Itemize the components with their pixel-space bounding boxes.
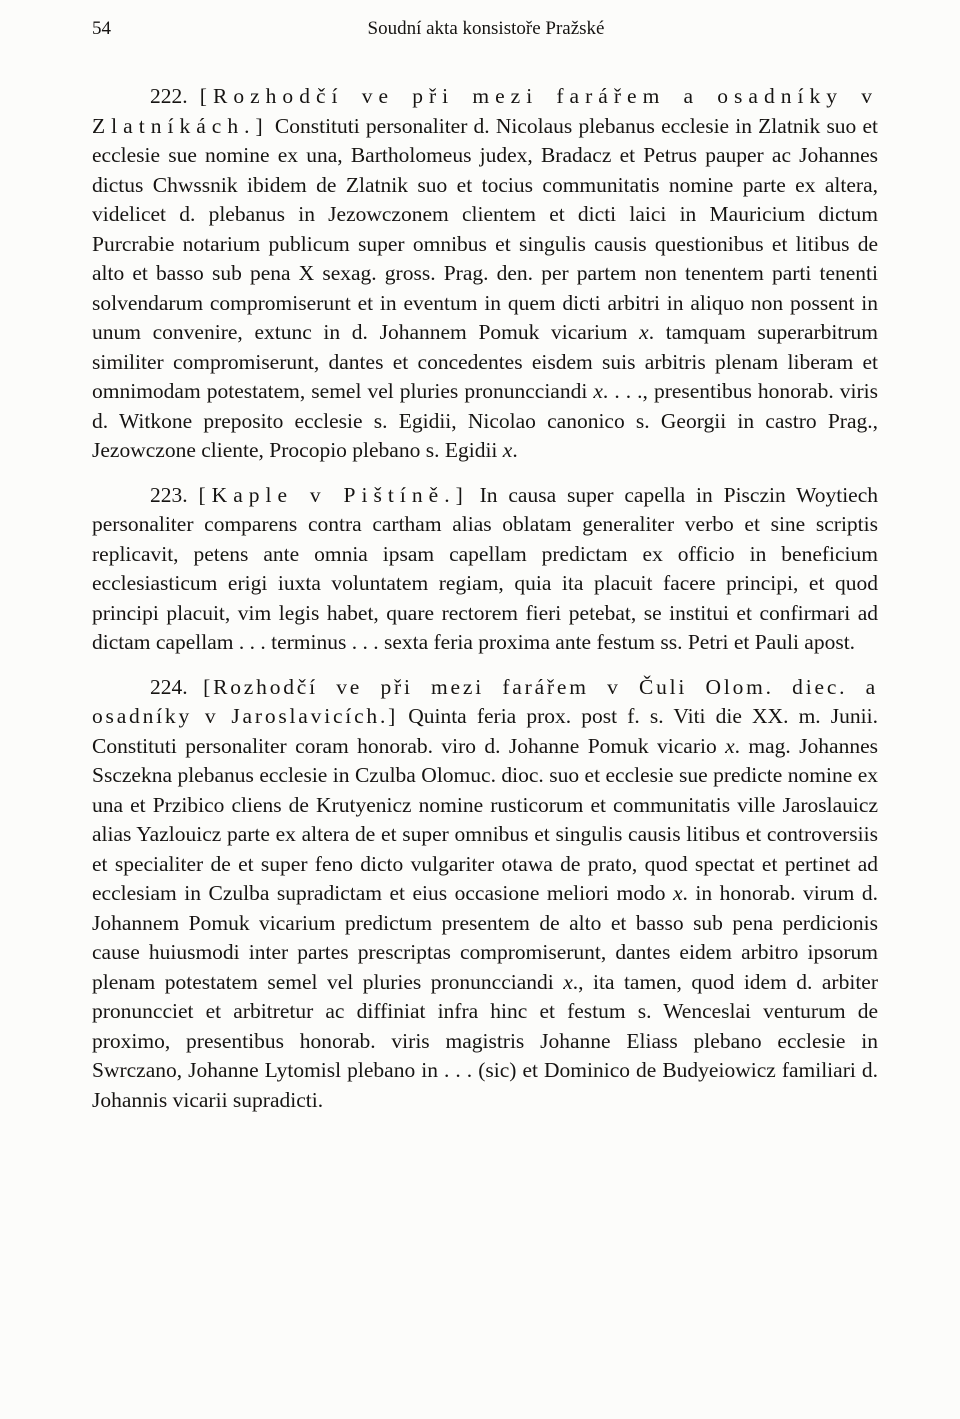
text-segment: [Kaple v Pištíně.] [198, 482, 469, 507]
text-segment: [Rozhodčí ve při mezi farářem v Čuli Olom. diec. a osadníky v Jaroslavicích.] [92, 674, 878, 728]
text-segment: [Rozhodčí ve při mezi farářem a osadníky v Zlatníkách.] [92, 84, 878, 138]
text-segment: . [512, 438, 518, 462]
text-segment: x [639, 320, 649, 344]
text-segment: . . . ., presentibus honorab. viris d. Witkone preposito ecclesie s. Egidii, Nicolao canonico s. Georgii in castro Prag., Jezowczone cliente, Procopio plebano s. Egidii [92, 379, 878, 462]
running-title: Soudní akta konsistoře Pražské [367, 18, 605, 39]
text-segment: x [593, 379, 603, 403]
text-segment: x [502, 438, 513, 462]
page-number: 54 [92, 18, 111, 39]
entry-224 [92, 673, 878, 1116]
text-segment: x [673, 881, 683, 905]
text-block [92, 82, 878, 1115]
text-segment: x [563, 969, 573, 994]
text-segment: Constituti personaliter d. Nicolaus plebanus ecclesie in Zlatnik suo et ecclesie sue nomine ex una, Bartholomeus judex, Bradacz et Petrus pauper ac Johannes dictus Chwssnik ibidem de Zlatnik suo et tocius communitatis nomine parte ex altera, videlicet d. plebanus in Jezowczonem clientem et dicti laici in Mauricium dictum Purcrabie notarium publicum super omnibus et singulis causis questionibus et litibus de alto et basso sub pena X sexag. gross. Prag. den. per partem non tenentem parti tenenti solvendarum compromiserunt et in eventum in quem dicti arbitri in aliquo non possent in unum convenire, extunc in d. Johannem Pomuk vicarium [92, 113, 878, 344]
text-segment: x [725, 733, 735, 758]
text-segment: . tamquam superarbitrum similiter compromiserunt, dantes et concedentes eisdem suis arbitris plenam liberam et omnimodam potestatem, semel vel pluries pronuncciandi [92, 320, 879, 403]
text-segment: In causa super capella in Pisczin Woytiech personaliter comparens contra cartham alias oblatam generaliter verbo et sine scriptis replicavit, petens ante omnia ipsam capellam predictam ex officio in beneficium ecclesiasticum erigi iuxta voluntatem regiam, quia ita placuit facere principi, et quod principi placuit, vim legis habet, quare rectorem fieri petebat, se institui et confirmari ad dictam capellam . . . terminus . . . sexta feria proxima ante festum ss. Petri et Pauli apost. [92, 482, 879, 654]
text-segment: Quinta feria prox. post f. s. Viti die XX. m. Junii. Constituti personaliter coram honorab. viro d. Johanne Pomuk vicario [92, 704, 878, 758]
text-segment: 222. [150, 84, 200, 108]
text-segment: 223. [150, 482, 199, 507]
entry-223 [92, 481, 878, 658]
text-segment: . in honorab. virum d. Johannem Pomuk vicarium predictum presentem de alto et basso sub pena perdicionis cause huiusmodi inter partes prescriptas compromiserunt, dantes eidem arbitro ipsorum plenam potestatem semel vel pluries pronuncciandi [92, 881, 878, 994]
text-segment: . mag. Johannes Ssczekna plebanus ecclesie in Czulba Olomuc. dioc. suo et ecclesie sue predicte nomine ex una et Przibico cliens de Krutyenicz nomine rusticorum et communitatis ville Jaroslauicz alias Yazlouicz parte ex altera de et super omnibus et singulis causis litibus et controversiis et specialiter de et super feno dicto vulgariter otawa de prato, quod spectat et pertinet ad ecclesiam in Czulba supradictam et eius occasione meliori modo [92, 733, 878, 905]
text-segment: ., ita tamen, quod idem d. arbiter pronuncciet et arbitretur ac diffiniat infra hinc et festum s. Wenceslai venturum de proximo, presentibus honorab. viris magistris Johanne Eliass plebano ecclesie in Swrczano, Johanne Lytomisl plebano in . . . (sic) et Dominico de Budyeiowicz familiari d. Johannis vicarii supradicti. [92, 969, 878, 1112]
entry-222 [92, 82, 878, 466]
running-head [92, 18, 880, 48]
text-segment: 224. [150, 674, 204, 699]
